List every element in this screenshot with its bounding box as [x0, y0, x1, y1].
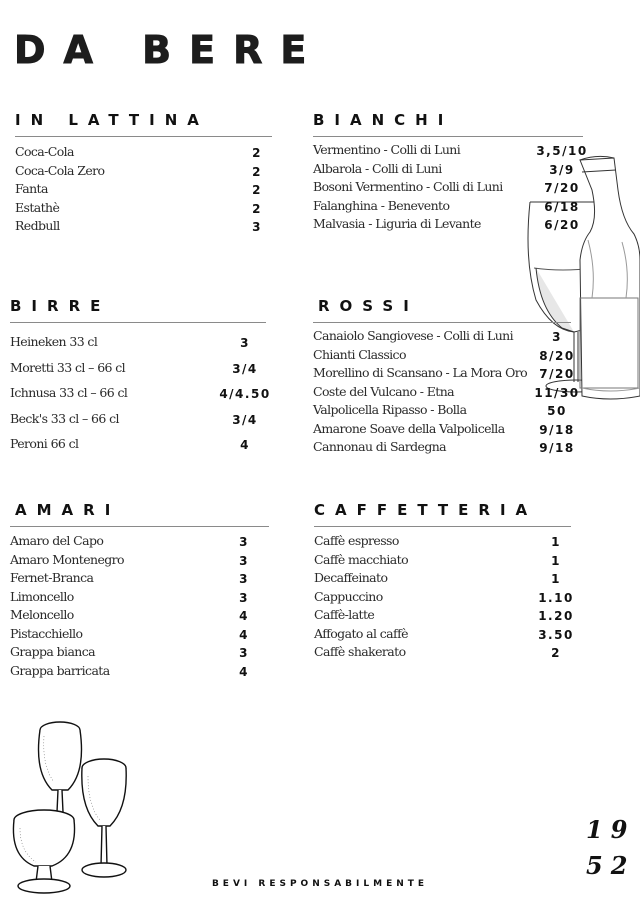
- item-name: Limoncello: [10, 588, 74, 604]
- menu-item: [314, 551, 571, 570]
- section-heading: ROSSI: [318, 297, 419, 315]
- item-price: 1: [551, 572, 561, 586]
- menu-item: [313, 197, 583, 216]
- item-price: 4: [239, 609, 249, 623]
- item-price: 2: [252, 146, 262, 160]
- menu-item: [313, 420, 575, 439]
- menu-item: [10, 606, 269, 625]
- item-name: Morellino di Scansano - La Mora Oro: [313, 365, 528, 380]
- item-name: Fanta: [15, 181, 48, 196]
- year-bottom: 52: [586, 851, 636, 880]
- divider: [15, 136, 272, 137]
- item-name: Caffè macchiato: [314, 551, 408, 567]
- item-price: 1.10: [538, 590, 574, 605]
- menu-item: [313, 160, 583, 179]
- item-name: Caffè shakerato: [314, 644, 406, 659]
- item-price: 11/30: [534, 385, 580, 400]
- item-name: Amarone Soave della Valpolicella: [313, 420, 505, 436]
- item-price: 2: [252, 183, 262, 197]
- item-price: 50: [547, 404, 567, 418]
- item-price: 9/18: [539, 441, 575, 455]
- menu-item: [10, 625, 269, 644]
- menu-item: [10, 551, 269, 570]
- item-name: Valpolicella Ripasso - Bolla: [313, 402, 467, 417]
- menu-item: [313, 401, 571, 420]
- item-price: 3/4: [232, 412, 258, 427]
- menu-item: [314, 625, 574, 644]
- item-name: Amaro del Capo: [10, 533, 104, 548]
- menu-item: [10, 588, 269, 607]
- divider: [10, 322, 266, 323]
- item-name: Chianti Classico: [313, 346, 406, 362]
- item-name: Cappuccino: [314, 588, 383, 604]
- section-rossi: [313, 296, 580, 457]
- menu-item: [10, 333, 266, 359]
- menu-item: [10, 359, 266, 385]
- item-name: Affogato al caffè: [314, 625, 408, 641]
- item-name: Cannonau di Sardegna: [313, 439, 447, 454]
- section-in-lattina: [15, 110, 272, 236]
- item-price: 6/20: [544, 218, 580, 232]
- divider: [313, 136, 583, 137]
- item-name: Amaro Montenegro: [10, 551, 124, 567]
- section-birre: [10, 296, 271, 461]
- section-bianchi: [313, 110, 588, 234]
- item-name: Estathè: [15, 199, 60, 215]
- divider: [313, 322, 571, 323]
- footer-tagline: BEVI RESPONSABILMENTE: [211, 879, 429, 889]
- menu-item: [314, 588, 574, 607]
- menu-item: [314, 606, 574, 625]
- three-glasses-icon: [8, 716, 128, 896]
- menu-item: [15, 217, 272, 236]
- item-name: Peroni 66 cl: [10, 436, 79, 451]
- item-name: Grappa bianca: [10, 644, 95, 659]
- item-name: Redbull: [15, 218, 60, 233]
- menu-item: [313, 364, 575, 383]
- item-name: Canaiolo Sangiovese - Colli di Luni: [313, 328, 514, 343]
- item-price: 3: [239, 553, 249, 568]
- item-price: 4: [239, 664, 249, 679]
- item-price: 3: [239, 646, 249, 660]
- item-price: 4: [240, 438, 250, 452]
- item-price: 3: [252, 220, 262, 234]
- item-name: Grappa barricata: [10, 662, 110, 678]
- item-price: 3.50: [538, 627, 574, 642]
- menu-item: [15, 180, 272, 199]
- item-price: 3/9: [549, 162, 575, 177]
- section-caffetteria: [314, 500, 574, 662]
- item-name: Heineken 33 cl: [10, 334, 98, 349]
- menu-item: [314, 643, 571, 662]
- section-heading: BIANCHI: [313, 111, 454, 129]
- menu-item: [15, 143, 272, 162]
- menu-item: [15, 162, 272, 181]
- item-name: Bosoni Vermentino - Colli di Luni: [313, 179, 503, 194]
- item-price: 7/20: [544, 181, 580, 195]
- item-name: Meloncello: [10, 607, 74, 622]
- item-name: Caffè-latte: [314, 607, 375, 622]
- item-price: 3/4: [232, 361, 258, 376]
- section-amari: [10, 500, 269, 680]
- item-price: 3: [239, 572, 249, 586]
- menu-item: [10, 384, 271, 410]
- item-price: 3,5/10: [536, 144, 588, 158]
- item-price: 9/18: [539, 422, 575, 437]
- item-price: 3: [239, 535, 249, 549]
- item-name: Coste del Vulcano - Etna: [313, 383, 454, 399]
- year-top: 19: [586, 815, 636, 844]
- item-name: Moretti 33 cl – 66 cl: [10, 359, 126, 375]
- menu-item: [313, 383, 580, 402]
- menu-item: [10, 532, 269, 551]
- section-heading: IN LATTINA: [15, 111, 209, 129]
- item-price: 4/4.50: [219, 387, 271, 401]
- menu-item: [10, 569, 269, 588]
- item-price: 6/18: [544, 199, 580, 214]
- item-name: Coca-Cola: [15, 144, 74, 159]
- item-name: Falanghina - Benevento: [313, 197, 450, 213]
- item-name: Ichnusa 33 cl – 66 cl: [10, 385, 128, 400]
- section-heading: AMARI: [15, 501, 121, 519]
- item-name: Albarola - Colli di Luni: [313, 160, 442, 176]
- item-name: Decaffeinato: [314, 570, 388, 585]
- item-price: 3: [552, 330, 562, 344]
- menu-item: [313, 215, 583, 234]
- divider: [314, 526, 571, 527]
- item-price: 1: [551, 553, 561, 568]
- menu-item: [313, 327, 571, 346]
- divider: [10, 526, 269, 527]
- menu-item: [313, 141, 588, 160]
- item-price: 3: [240, 336, 250, 350]
- menu-item: [10, 643, 269, 662]
- menu-item: [10, 410, 266, 436]
- menu-item: [313, 346, 575, 365]
- menu-item: [10, 435, 266, 461]
- item-price: 2: [252, 201, 262, 216]
- item-name: Vermentino - Colli di Luni: [313, 142, 461, 157]
- item-price: 7/20: [539, 367, 575, 381]
- item-price: 2: [252, 164, 262, 179]
- item-price: 1: [551, 535, 561, 549]
- item-price: 1.20: [538, 609, 574, 623]
- item-price: 3: [239, 590, 249, 605]
- item-name: Malvasia - Liguria di Levante: [313, 216, 481, 231]
- menu-item: [314, 569, 571, 588]
- item-price: 4: [239, 627, 249, 642]
- section-heading: BIRRE: [10, 297, 111, 315]
- item-name: Coca-Cola Zero: [15, 162, 105, 178]
- item-name: Beck's 33 cl – 66 cl: [10, 410, 119, 426]
- menu-item: [313, 438, 575, 457]
- menu-item: [10, 662, 269, 681]
- menu-item: [15, 199, 272, 218]
- section-heading: CAFFETTERIA: [314, 501, 538, 519]
- item-price: 2: [551, 646, 561, 660]
- item-name: Pistacchiello: [10, 625, 83, 641]
- item-name: Caffè espresso: [314, 533, 399, 548]
- item-name: Fernet-Branca: [10, 570, 94, 585]
- menu-item: [313, 178, 583, 197]
- item-price: 8/20: [539, 348, 575, 363]
- menu-item: [314, 532, 571, 551]
- page-title: DA BERE: [14, 28, 325, 72]
